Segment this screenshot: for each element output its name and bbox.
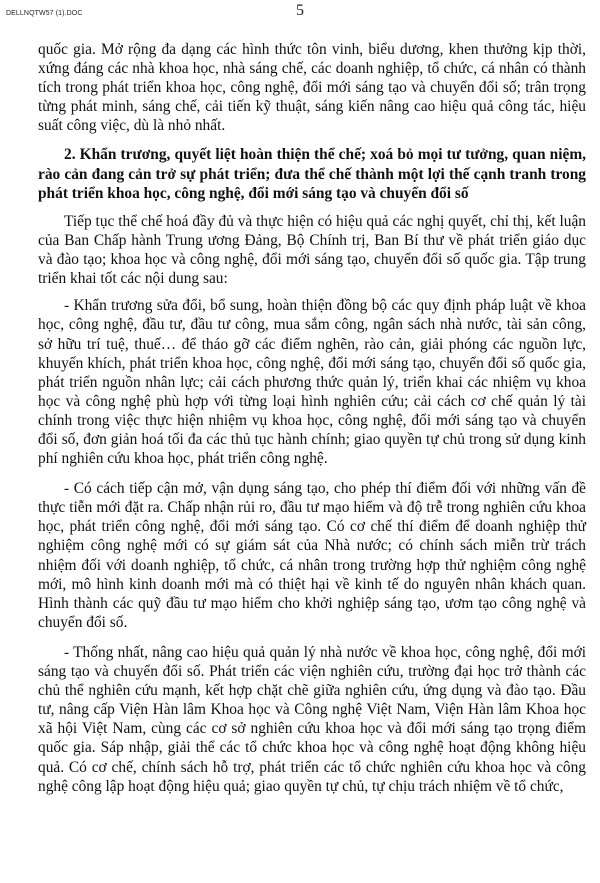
paragraph-continuation: quốc gia. Mở rộng đa dạng các hình thức tôn vinh, biểu dương, khen thưởng kịp thời, xứng đáng các nhà khoa học, nhà sáng chế, các doanh nghiệp, tổ chức, cá nhân có thành tích trong phát triển khoa học, công nghệ, đổi mới sáng tạo và chuyển đổi số; trân trọng từng phát minh, sáng chế, cải tiến kỹ thuật, sáng kiến nâng cao hiệu quả công tác, hiệu suất công việc, dù là nhỏ nhất. bbox=[38, 41, 586, 135]
paragraph-bullet-legal: - Khẩn trương sửa đổi, bổ sung, hoàn thiện đồng bộ các quy định pháp luật về khoa học, công nghệ, đầu tư, đầu tư công, mua sắm công, ngân sách nhà nước, tài sản công, sở hữu trí tuệ, thuế… để tháo gỡ các điểm nghẽn, rào cản, giải phóng các nguồn lực, khuyến khích, phát triển khoa học, công nghệ, đổi mới sáng tạo, chuyển đổi số quốc gia, phát triển nguồn nhân lực; cải cách phương thức quản lý, triển khai các nhiệm vụ khoa học và công nghệ phù hợp với từng loại hình nghiên cứu; cải cách cơ chế quản lý tài chính trong việc thực hiện nhiệm vụ khoa học, công nghệ, đổi mới sáng tạo và chuyển đổi số, đơn giản hoá tối đa các thủ tục hành chính; giao quyền tự chủ trong sử dụng kinh phí nghiên cứu khoa học, phát triển công nghệ. bbox=[38, 297, 586, 468]
page-number: 5 bbox=[296, 2, 304, 19]
paragraph-bullet-management: - Thống nhất, nâng cao hiệu quả quản lý nhà nước về khoa học, công nghệ, đổi mới sáng tạo và chuyển đổi số. Phát triển các viện nghiên cứu, trường đại học trở thành các chủ thể nghiên cứu mạnh, kết hợp chặt chẽ giữa nghiên cứu, ứng dụng và đào tạo. Đầu tư, nâng cấp Viện Hàn lâm Khoa học và Công nghệ Việt Nam, Viện Hàn lâm Khoa học xã hội Việt Nam, cùng các cơ sở nghiên cứu khoa học và đổi mới sáng tạo trọng điểm quốc gia. Sáp nhập, giải thể các tổ chức khoa học và công nghệ hoạt động không hiệu quả. Có cơ chế, chính sách hỗ trợ, phát triển các tổ chức nghiên cứu khoa học và công nghệ công lập hoạt động hiệu quả; giao quyền tự chủ, tự chịu trách nhiệm về tổ chức, bbox=[38, 643, 586, 795]
section-heading: 2. Khẩn trương, quyết liệt hoàn thiện thể chế; xoá bỏ mọi tư tưởng, quan niệm, rào cản đang cản trở sự phát triển; đưa thể chế thành một lợi thế cạnh tranh trong phát triển khoa học, công nghệ, đổi mới sáng tạo và chuyển đổi số bbox=[38, 146, 586, 203]
document-filename: DELLNQTW57 (1).DOC bbox=[6, 10, 83, 17]
document-body bbox=[38, 40, 586, 796]
paragraph-bullet-pilot: - Có cách tiếp cận mở, vận dụng sáng tạo, cho phép thí điểm đối với những vấn đề thực tiễn mới đặt ra. Chấp nhận rủi ro, đầu tư mạo hiểm và độ trễ trong nghiên cứu khoa học, phát triển công nghệ, đổi mới sáng tạo. Có cơ chế thí điểm để doanh nghiệp thử nghiệm công nghệ mới có sự giám sát của Nhà nước; có chính sách miễn trừ trách nhiệm đối với doanh nghiệp, tổ chức, cá nhân trong trường hợp thử nghiệm công nghệ mới, mô hình kinh doanh mới mà có thiệt hại về kinh tế do nguyên nhân khách quan. Hình thành các quỹ đầu tư mạo hiểm cho khởi nghiệp sáng tạo, ươm tạo công nghệ và chuyển đổi số. bbox=[38, 480, 586, 631]
paragraph-intro: Tiếp tục thể chế hoá đầy đủ và thực hiện có hiệu quả các nghị quyết, chỉ thị, kết luận của Ban Chấp hành Trung ương Đảng, Bộ Chính trị, Ban Bí thư về phát triển giáo dục và đào tạo; khoa học và công nghệ, đổi mới sáng tạo, chuyển đổi số quốc gia. Tập trung triển khai tốt các nội dung sau: bbox=[38, 212, 586, 288]
